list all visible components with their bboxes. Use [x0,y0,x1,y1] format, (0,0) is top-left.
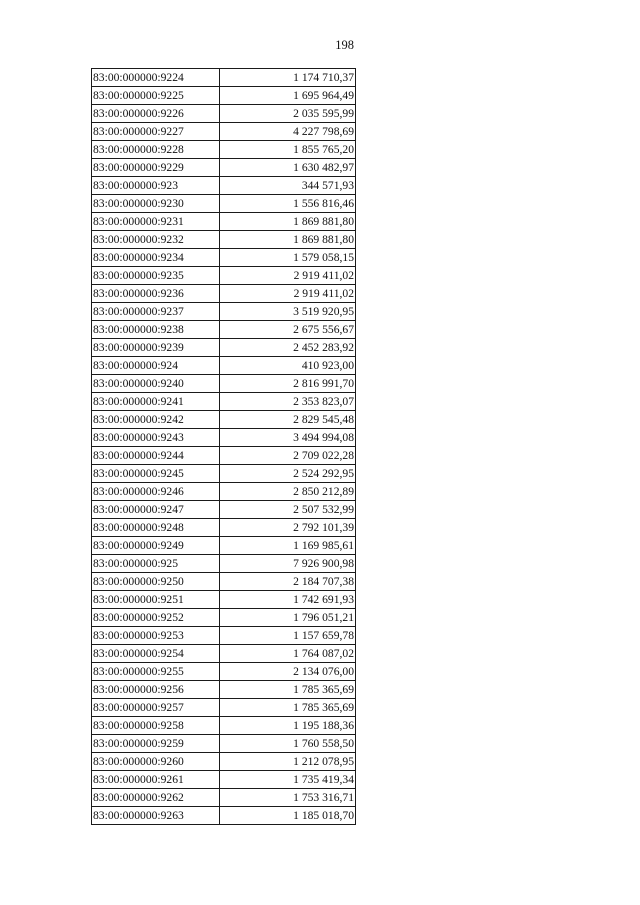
table-row [92,645,356,663]
cadastral-value-cell: 1 742 691,93 [220,591,356,609]
cadastral-value-cell: 1 212 078,95 [220,753,356,771]
cadastral-number-cell: 83:00:000000:9227 [92,123,220,141]
cadastral-number-cell: 83:00:000000:9245 [92,465,220,483]
table-row [92,267,356,285]
cadastral-value-cell: 3 519 920,95 [220,303,356,321]
cadastral-number-cell: 83:00:000000:9237 [92,303,220,321]
cadastral-value-cell: 2 452 283,92 [220,339,356,357]
cadastral-number-cell: 83:00:000000:9253 [92,627,220,645]
cadastral-value-cell: 1 760 558,50 [220,735,356,753]
table-row [92,735,356,753]
cadastral-value-cell: 2 524 292,95 [220,465,356,483]
table-row [92,141,356,159]
cadastral-number-cell: 83:00:000000:9234 [92,249,220,267]
table-row [92,177,356,195]
cadastral-number-cell: 83:00:000000:9247 [92,501,220,519]
cadastral-value-cell: 1 855 765,20 [220,141,356,159]
cadastral-number-cell: 83:00:000000:9249 [92,537,220,555]
cadastral-number-cell: 83:00:000000:9243 [92,429,220,447]
cadastral-value-cell: 1 695 964,49 [220,87,356,105]
cadastral-number-cell: 83:00:000000:9254 [92,645,220,663]
cadastral-value-cell: 4 227 798,69 [220,123,356,141]
cadastral-number-cell: 83:00:000000:9229 [92,159,220,177]
cadastral-number-cell: 83:00:000000:9262 [92,789,220,807]
cadastral-number-cell: 83:00:000000:925 [92,555,220,573]
table-row [92,591,356,609]
cadastral-number-cell: 83:00:000000:924 [92,357,220,375]
table-row [92,789,356,807]
table-row [92,753,356,771]
table-row [92,285,356,303]
table-row [92,501,356,519]
cadastral-value-cell: 1 753 316,71 [220,789,356,807]
cadastral-number-cell: 83:00:000000:9226 [92,105,220,123]
table-row [92,231,356,249]
table-row [92,663,356,681]
cadastral-value-cell: 2 816 991,70 [220,375,356,393]
cadastral-value-cell: 3 494 994,08 [220,429,356,447]
cadastral-number-cell: 83:00:000000:923 [92,177,220,195]
cadastral-value-cell: 1 579 058,15 [220,249,356,267]
table-row [92,123,356,141]
cadastral-value-cell: 1 785 365,69 [220,699,356,717]
cadastral-value-cell: 1 556 816,46 [220,195,356,213]
table-row [92,573,356,591]
cadastral-number-cell: 83:00:000000:9255 [92,663,220,681]
cadastral-value-cell: 2 035 595,99 [220,105,356,123]
cadastral-number-cell: 83:00:000000:9224 [92,69,220,87]
table-row [92,483,356,501]
cadastral-number-cell: 83:00:000000:9260 [92,753,220,771]
cadastral-number-cell: 83:00:000000:9235 [92,267,220,285]
cadastral-value-cell: 1 869 881,80 [220,213,356,231]
table-row [92,555,356,573]
table-row [92,249,356,267]
table-row [92,159,356,177]
table-row [92,699,356,717]
cadastral-number-cell: 83:00:000000:9241 [92,393,220,411]
cadastral-number-cell: 83:00:000000:9228 [92,141,220,159]
table-row [92,627,356,645]
cadastral-number-cell: 83:00:000000:9225 [92,87,220,105]
cadastral-value-cell: 7 926 900,98 [220,555,356,573]
table-row [92,357,356,375]
cadastral-value-cell: 1 869 881,80 [220,231,356,249]
cadastral-number-cell: 83:00:000000:9231 [92,213,220,231]
table-row [92,447,356,465]
cadastral-value-cell: 1 195 188,36 [220,717,356,735]
cadastral-value-cell: 1 169 985,61 [220,537,356,555]
cadastral-number-cell: 83:00:000000:9263 [92,807,220,825]
cadastral-value-cell: 1 157 659,78 [220,627,356,645]
cadastral-number-cell: 83:00:000000:9230 [92,195,220,213]
cadastral-number-cell: 83:00:000000:9251 [92,591,220,609]
table-row [92,411,356,429]
cadastral-number-cell: 83:00:000000:9252 [92,609,220,627]
cadastral-number-cell: 83:00:000000:9250 [92,573,220,591]
cadastral-value-cell: 2 184 707,38 [220,573,356,591]
cadastral-value-cell: 2 850 212,89 [220,483,356,501]
table-row [92,465,356,483]
table-row [92,375,356,393]
cadastral-value-cell: 1 735 419,34 [220,771,356,789]
cadastral-number-cell: 83:00:000000:9232 [92,231,220,249]
cadastral-number-cell: 83:00:000000:9236 [92,285,220,303]
cadastral-number-cell: 83:00:000000:9258 [92,717,220,735]
cadastral-value-cell: 1 764 087,02 [220,645,356,663]
table-row [92,807,356,825]
table-row [92,87,356,105]
cadastral-number-cell: 83:00:000000:9244 [92,447,220,465]
cadastral-value-cell: 1 785 365,69 [220,681,356,699]
cadastral-value-cell: 2 829 545,48 [220,411,356,429]
cadastral-value-cell: 1 796 051,21 [220,609,356,627]
cadastral-value-cell: 2 919 411,02 [220,267,356,285]
table-row [92,303,356,321]
cadastral-number-cell: 83:00:000000:9242 [92,411,220,429]
cadastral-number-cell: 83:00:000000:9248 [92,519,220,537]
cadastral-value-cell: 2 675 556,67 [220,321,356,339]
cadastral-value-cell: 2 134 076,00 [220,663,356,681]
table-row [92,537,356,555]
table-row [92,429,356,447]
cadastral-value-cell: 2 507 532,99 [220,501,356,519]
table-row [92,105,356,123]
cadastral-value-cell: 2 353 823,07 [220,393,356,411]
table-row [92,321,356,339]
table-row [92,393,356,411]
table-row [92,717,356,735]
cadastral-value-cell: 410 923,00 [220,357,356,375]
cadastral-number-cell: 83:00:000000:9239 [92,339,220,357]
table-row [92,609,356,627]
table-row [92,69,356,87]
table-body [92,69,356,825]
table-row [92,771,356,789]
cadastral-number-cell: 83:00:000000:9259 [92,735,220,753]
cadastral-value-cell: 2 792 101,39 [220,519,356,537]
table-row [92,519,356,537]
cadastral-value-cell: 1 185 018,70 [220,807,356,825]
cadastral-number-cell: 83:00:000000:9246 [92,483,220,501]
table-row [92,195,356,213]
table-row [92,213,356,231]
cadastral-value-cell: 2 709 022,28 [220,447,356,465]
cadastral-number-cell: 83:00:000000:9257 [92,699,220,717]
cadastral-number-cell: 83:00:000000:9240 [92,375,220,393]
cadastral-value-cell: 344 571,93 [220,177,356,195]
table-row [92,339,356,357]
cadastral-value-cell: 1 174 710,37 [220,69,356,87]
cadastral-value-cell: 1 630 482,97 [220,159,356,177]
cadastral-number-cell: 83:00:000000:9256 [92,681,220,699]
cadastral-value-cell: 2 919 411,02 [220,285,356,303]
cadastral-value-table [91,68,356,825]
page-number: 198 [335,38,354,52]
table-row [92,681,356,699]
cadastral-number-cell: 83:00:000000:9238 [92,321,220,339]
cadastral-number-cell: 83:00:000000:9261 [92,771,220,789]
